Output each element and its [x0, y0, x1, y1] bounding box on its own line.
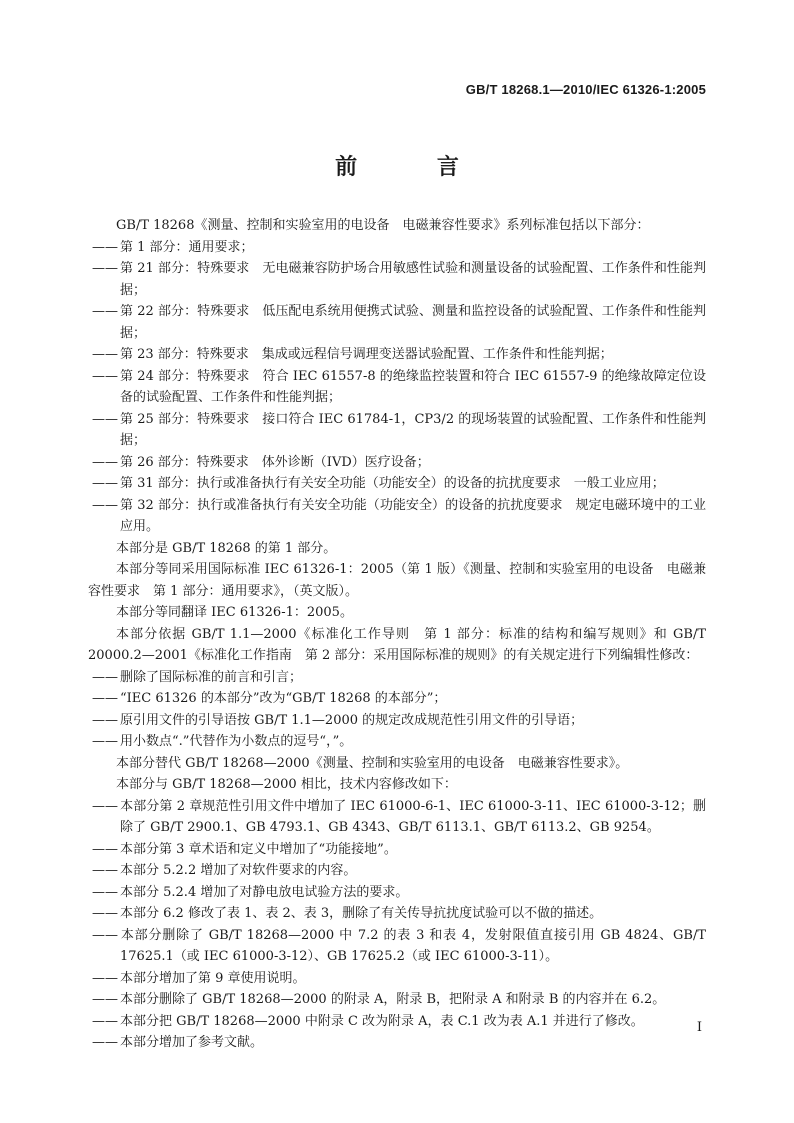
list-dash: ——: [92, 1035, 118, 1050]
list-item: [88, 839, 706, 861]
list-dash: ——: [92, 927, 118, 943]
list-dash: ——: [92, 841, 118, 857]
list-item: [88, 344, 706, 366]
list-item-text: 本部分删除了 GB/T 18268—2000 的附录 A，附录 B，把附录 A 和附录 B 的内容并在 6.2。: [120, 992, 666, 1007]
list-item: [88, 301, 706, 344]
list-dash: ——: [92, 368, 118, 384]
list-item: [88, 710, 706, 732]
list-dash: ——: [92, 304, 118, 319]
list-dash: ——: [92, 863, 118, 878]
list-item: [88, 796, 706, 839]
list-item-text: 第 31 部分：执行或准备执行有关安全功能（功能安全）的设备的抗扰度要求 一般工业应用；: [120, 476, 665, 491]
list-dash: ——: [92, 239, 118, 255]
list-item-text: 第 22 部分：特殊要求 低压配电系统用便携式试验、测量和监控设备的试验配置、工作条件和性能判据；: [120, 304, 706, 341]
list-item: [88, 731, 706, 753]
list-item-text: 删除了国际标准的前言和引言；: [120, 669, 303, 685]
list-dash: ——: [92, 454, 118, 470]
list-item: [88, 667, 706, 689]
list-dash: ——: [92, 497, 118, 513]
paragraph: 本部分依据 GB/T 1.1—2000《标准化工作导则 第 1 部分：标准的结构和编写规则》和 GB/T 20000.2—2001《标准化工作指南 第 2 部分：采用国际标准的规则》的有关规定进行下列编辑性修改：: [88, 626, 706, 663]
list-dash: ——: [92, 970, 118, 986]
list-item-text: 第 32 部分：执行或准备执行有关安全功能（功能安全）的设备的抗扰度要求 规定电磁环境中的工业应用。: [120, 497, 706, 534]
list-dash: ——: [92, 347, 118, 362]
list-item: [88, 258, 706, 301]
paragraph: 本部分等同翻译 IEC 61326-1：2005。: [116, 605, 353, 620]
list-dash: ——: [92, 1013, 118, 1029]
list-item-text: “IEC 61326 的本部分”改为“GB/T 18268 的本部分”；: [120, 691, 447, 706]
list-item-text: 用小数点“.”代替作为小数点的逗号“，”。: [120, 734, 353, 749]
list-item-text: 第 23 部分：特殊要求 集成或远程信号调理变送器试验配置、工作条件和性能判据；: [120, 347, 613, 362]
list-dash: ——: [92, 798, 118, 814]
paragraph: 本部分是 GB/T 18268 的第 1 部分。: [116, 540, 337, 556]
list-item: [88, 1011, 706, 1033]
paragraph: 本部分替代 GB/T 18268—2000《测量、控制和实验室用的电设备 电磁兼容性要求》。: [116, 755, 629, 771]
page-number: I: [696, 1020, 702, 1035]
foreword-body: [88, 215, 706, 1054]
list-dash: ——: [92, 906, 118, 921]
list-item-text: 第 21 部分：特殊要求 无电磁兼容防护场合用敏感性试验和测量设备的试验配置、工作条件和性能判据；: [120, 261, 706, 298]
list-dash: ——: [92, 411, 118, 427]
paragraph: 本部分等同采用国际标准 IEC 61326-1：2005（第 1 版）《测量、控制和实验室用的电设备 电磁兼容性要求 第 1 部分：通用要求》，（英文版）。: [88, 562, 706, 599]
list-item: [88, 882, 706, 904]
list-item-text: 本部分 5.2.2 增加了对软件要求的内容。: [120, 863, 357, 878]
list-item-text: 第 1 部分：通用要求；: [120, 239, 254, 255]
list-item: [88, 968, 706, 990]
list-item-text: 本部分 6.2 修改了表 1、表 2、表 3，删除了有关传导抗扰度试验可以不做的描述。: [120, 906, 603, 921]
list-item-text: 原引用文件的引导语按 GB/T 1.1—2000 的规定改成规范性引用文件的引导语；: [120, 712, 584, 728]
list-dash: ——: [92, 884, 118, 900]
list-item: [88, 452, 706, 474]
list-item-text: 本部分 5.2.4 增加了对静电放电试验方法的要求。: [120, 884, 409, 900]
list-item: [88, 903, 706, 925]
list-item: [88, 1032, 706, 1054]
list-dash: ——: [92, 669, 118, 685]
list-item: [88, 237, 706, 259]
list-item: [88, 688, 706, 710]
list-item: [88, 473, 706, 495]
list-item: [88, 989, 706, 1011]
list-dash: ——: [92, 992, 118, 1007]
list-item: [88, 495, 706, 538]
list-dash: ——: [92, 734, 118, 749]
list-item-text: 第 24 部分：特殊要求 符合 IEC 61557-8 的绝缘监控装置和符合 IEC 61557-9 的绝缘故障定位设备的试验配置、工作条件和性能判据；: [120, 368, 706, 405]
list-item: [88, 860, 706, 882]
list-item: [88, 366, 706, 409]
list-item-text: 本部分删除了 GB/T 18268—2000 中 7.2 的表 3 和表 4，发射限值直接引用 GB 4824、GB/T 17625.1（或 IEC 61000-3-12）、GB 17625.2（或 IEC 61000-3-11）。: [120, 927, 706, 964]
list-dash: ——: [92, 712, 118, 728]
list-dash: ——: [92, 691, 118, 706]
page-title: 前 言: [335, 155, 495, 180]
list-item-text: 第 25 部分：特殊要求 接口符合 IEC 61784-1，CP3/2 的现场装置的试验配置、工作条件和性能判据；: [120, 411, 706, 448]
list-item: [88, 409, 706, 452]
list-item-text: 本部分第 2 章规范性引用文件中增加了 IEC 61000-6-1、IEC 61000-3-11、IEC 61000-3-12；删除了 GB/T 2900.1、GB 4793.1、GB 4343、GB/T 6113.1、GB/T 6113.2、GB 9254。: [120, 798, 706, 835]
list-dash: ——: [92, 476, 118, 491]
list-item: [88, 925, 706, 968]
paragraph: GB/T 18268《测量、控制和实验室用的电设备 电磁兼容性要求》系列标准包括以下部分：: [116, 218, 650, 233]
list-item-text: 本部分增加了参考文献。: [120, 1035, 264, 1050]
list-item-text: 本部分增加了第 9 章使用说明。: [120, 970, 306, 986]
list-dash: ——: [92, 261, 118, 276]
list-item-text: 本部分第 3 章术语和定义中增加了“功能接地”。: [120, 841, 397, 857]
list-item-text: 第 26 部分：特殊要求 体外诊断（IVD）医疗设备；: [120, 454, 430, 470]
list-item-text: 本部分把 GB/T 18268—2000 中附录 C 改为附录 A，表 C.1 改为表 A.1 并进行了修改。: [120, 1013, 644, 1029]
paragraph: 本部分与 GB/T 18268—2000 相比，技术内容修改如下：: [116, 777, 457, 792]
standard-code-header: GB/T 18268.1—2010/IEC 61326-1:2005: [465, 82, 706, 97]
